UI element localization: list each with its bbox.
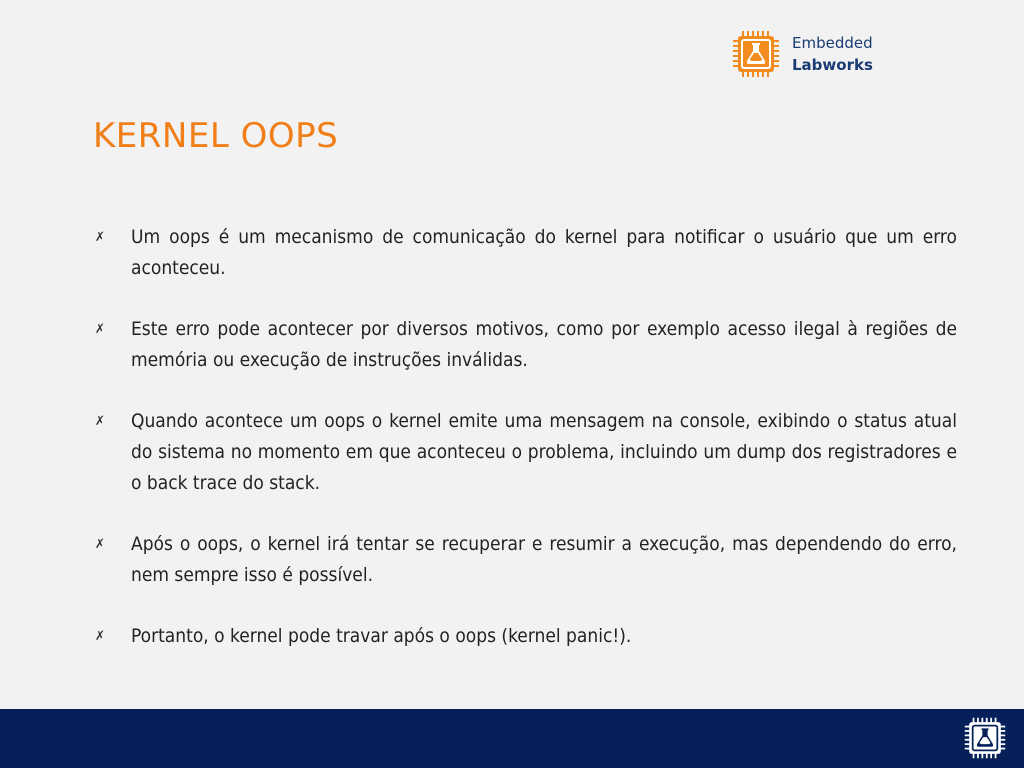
bullet-text: Após o oops, o kernel irá tentar se recuperar e resumir a execução, mas dependendo do erro, nem sempre isso é possível. [131,533,957,586]
bullet-marker-icon: ✗ [95,230,105,245]
brand-logo [731,29,873,79]
chip-flask-icon [731,29,781,79]
logo-line-labworks: Labworks [792,56,873,74]
bullet-text: Um oops é um mecanismo de comunicação do kernel para notificar o usuário que um erro aconteceu. [131,226,957,279]
bullet-item [95,621,957,652]
bullet-marker-icon: ✗ [95,414,105,429]
chip-flask-icon [963,716,1007,760]
bullet-item [95,314,957,376]
bullet-text: Portanto, o kernel pode travar após o oops (kernel panic!). [131,625,632,647]
bullet-marker-icon: ✗ [95,537,105,552]
logo-line-embedded: Embedded [792,34,873,52]
footer-bar [0,709,1024,768]
bullet-marker-icon: ✗ [95,322,105,337]
bullet-marker-icon: ✗ [95,629,105,644]
slide-title: KERNEL OOPS [93,116,339,156]
logo-text [792,32,873,76]
bullet-text: Quando acontece um oops o kernel emite uma mensagem na console, exibindo o status atual do sistema no momento em que aconteceu o problema, incluindo um dump dos registradores e o back trace do stack. [131,410,957,494]
bullet-item [95,222,957,284]
bullet-text: Este erro pode acontecer por diversos motivos, como por exemplo acesso ilegal à regiões de memória ou execução de instruções inválidas. [131,318,957,371]
bullet-item [95,406,957,499]
bullet-item [95,529,957,591]
bullet-list [95,222,957,682]
